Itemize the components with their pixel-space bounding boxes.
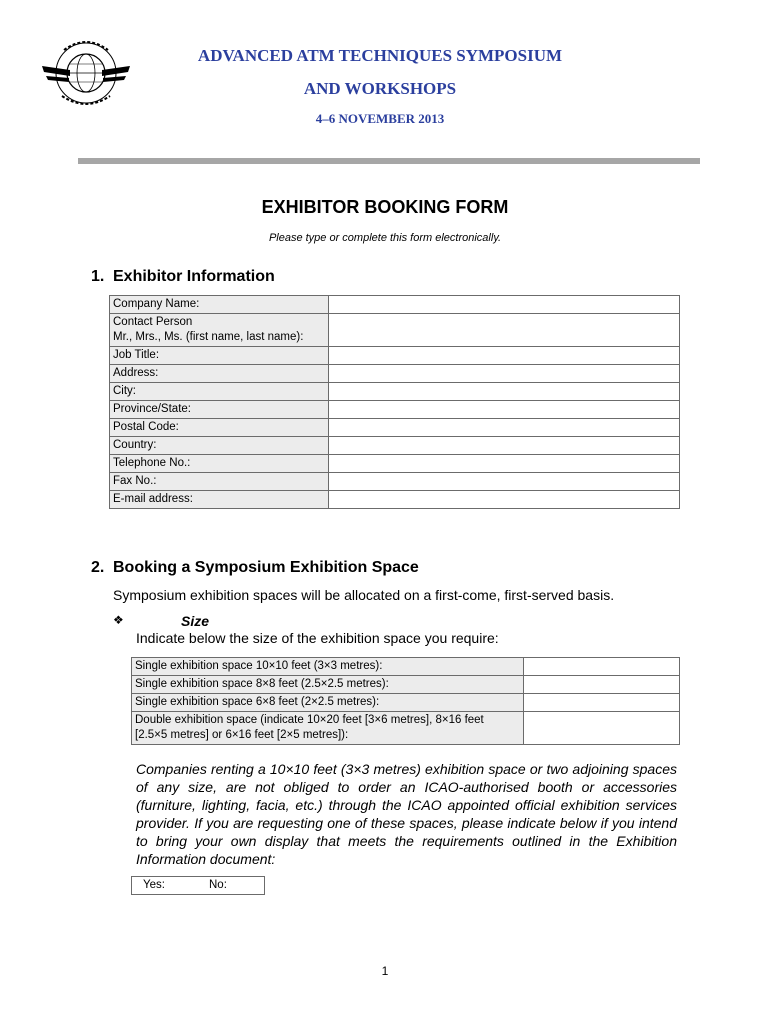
field-label-line: Contact Person [113,316,193,328]
header-divider [78,158,700,164]
table-row [132,658,680,676]
postal-code-field[interactable] [329,419,680,437]
section-1-heading [91,268,275,286]
city-field[interactable] [329,383,680,401]
space-10x10-field[interactable] [524,658,680,676]
symposium-title-line2: AND WORKSHOPS [303,79,457,98]
own-display-choice [131,876,265,895]
table-row [110,437,680,455]
table-row [132,712,680,745]
form-subtitle: Please type or complete this form electronically. [268,232,502,244]
field-label [110,314,329,347]
space-6x8-field[interactable] [524,694,680,712]
symposium-date: 4–6 NOVEMBER 2013 [315,111,445,126]
fax-field[interactable] [329,473,680,491]
contact-person-field[interactable] [329,314,680,347]
field-label: City: [110,383,329,401]
double-space-field[interactable] [524,712,680,745]
table-row [110,473,680,491]
table-row [132,694,680,712]
section-title: Booking a Symposium Exhibition Space [113,559,419,576]
table-row [110,314,680,347]
table-row [110,347,680,365]
job-title-field[interactable] [329,347,680,365]
table-row [110,365,680,383]
no-option[interactable]: No: [209,879,227,891]
yes-option[interactable]: Yes: [143,879,165,891]
field-label-line: Mr., Mrs., Ms. (first name, last name): [113,331,304,343]
email-field[interactable] [329,491,680,509]
table-row [110,296,680,314]
option-label-line: [2.5×5 metres] or 6×16 feet [2×5 metres]): [135,729,349,741]
field-label: Postal Code: [110,419,329,437]
option-label: Single exhibition space 8×8 feet (2.5×2.5 metres): [132,676,524,694]
symposium-title: ADVANCED ATM TECHNIQUES SYMPOSIUM [197,46,563,65]
field-label: E-mail address: [110,491,329,509]
section-intro: Symposium exhibition spaces will be allocated on a first-come, first-served basis. [113,587,615,603]
table-row [110,491,680,509]
telephone-field[interactable] [329,455,680,473]
table-row [110,401,680,419]
province-state-field[interactable] [329,401,680,419]
field-label: Address: [110,365,329,383]
option-label [132,712,524,745]
field-label: Job Title: [110,347,329,365]
section-2-heading [91,559,419,577]
address-field[interactable] [329,365,680,383]
booth-note: Companies renting a 10×10 feet (3×3 metres) exhibition space or two adjoining spaces of any size, are not obliged to order an ICAO-authorised booth or accessories (furniture, lighting, facia, etc.) through the ICAO appointed official exhibition services provider. If you are requesting one of these spaces, please indicate below if you intend to bring your own display that meets the requirements outlined in the Exhibition Information document: [136,761,677,867]
table-row [110,419,680,437]
field-label: Province/State: [110,401,329,419]
section-title: Exhibitor Information [113,268,275,285]
section-number: 1. [91,268,105,285]
icao-emblem-icon [40,30,132,116]
table-row [132,676,680,694]
size-description: Indicate below the size of the exhibition space you require: [136,630,499,646]
field-label: Telephone No.: [110,455,329,473]
table-row [110,383,680,401]
exhibitor-info-table [109,295,680,509]
space-size-table [131,657,680,745]
diamond-bullet-icon: ❖ [113,613,124,627]
company-name-field[interactable] [329,296,680,314]
space-8x8-field[interactable] [524,676,680,694]
form-title: EXHIBITOR BOOKING FORM [261,197,509,217]
option-label-line: Double exhibition space (indicate 10×20 feet [3×6 metres], 8×16 feet [135,714,484,726]
field-label: Fax No.: [110,473,329,491]
country-field[interactable] [329,437,680,455]
size-subheading: Size [181,613,210,629]
field-label: Country: [110,437,329,455]
section-number: 2. [91,559,105,576]
option-label: Single exhibition space 6×8 feet (2×2.5 metres): [132,694,524,712]
page-number: 1 [381,964,389,978]
field-label: Company Name: [110,296,329,314]
option-label: Single exhibition space 10×10 feet (3×3 metres): [132,658,524,676]
table-row [110,455,680,473]
